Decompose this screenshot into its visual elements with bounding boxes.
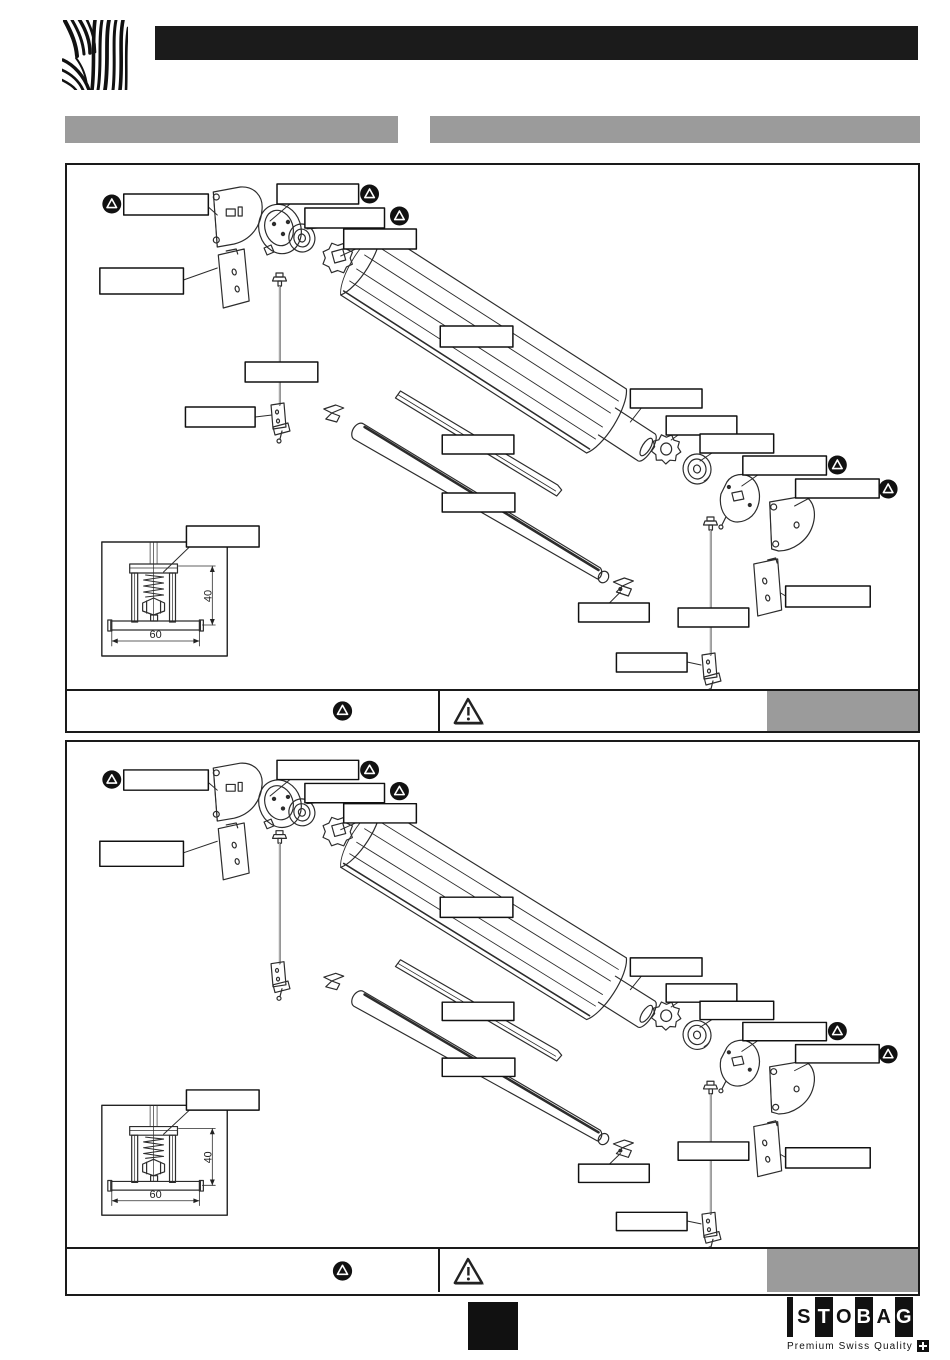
callout-box	[344, 804, 417, 823]
mounting-detail-inset	[102, 1105, 227, 1215]
zebra-logo	[62, 20, 128, 90]
callout-box	[678, 1142, 749, 1160]
footer-gray-box	[767, 691, 918, 731]
stobag-logo	[787, 1297, 920, 1352]
inset-height-dim: 40	[202, 589, 215, 603]
brand-tagline	[787, 1340, 920, 1352]
callout-box	[245, 362, 318, 382]
mounting-detail-inset	[102, 542, 227, 656]
callout-box	[666, 984, 737, 1002]
callout-box	[786, 1148, 871, 1168]
callout-box	[743, 456, 827, 475]
brand-letter: A	[875, 1297, 894, 1337]
section-bar-left	[65, 116, 398, 143]
footer-divider	[438, 691, 440, 731]
callout-box	[344, 229, 417, 249]
footer-gray-box	[767, 1249, 918, 1292]
callout-box	[185, 407, 255, 427]
callout-box	[442, 1002, 514, 1020]
callout-box	[616, 1212, 687, 1230]
warning-triangle-icon	[451, 1256, 485, 1286]
callout-box	[700, 1001, 774, 1019]
callout-box	[678, 608, 749, 627]
brand-letter: G	[895, 1297, 914, 1337]
callout-box	[124, 770, 209, 790]
triangle-circle-icon	[332, 1260, 353, 1281]
callout-box	[700, 434, 774, 453]
triangle-circle-icon	[332, 701, 353, 722]
callout-box	[743, 1022, 827, 1040]
callout-box	[666, 416, 737, 435]
stobag-letters	[787, 1297, 920, 1337]
callout-box	[796, 1045, 880, 1063]
swiss-cross-icon	[917, 1340, 929, 1352]
callout-box	[442, 1058, 515, 1076]
brand-letter: B	[855, 1297, 874, 1337]
section-bar-right	[430, 116, 920, 143]
diagram-panel-bottom	[65, 740, 920, 1296]
warning-triangle-icon	[451, 696, 485, 726]
diagram-panel-top	[65, 163, 920, 733]
tagline-text: Premium Swiss Quality	[787, 1340, 913, 1352]
callout-box	[440, 326, 513, 347]
inset-height-dim: 40	[202, 1151, 215, 1164]
inset-width-dim: 60	[149, 1188, 162, 1201]
callout-box	[186, 526, 259, 547]
title-bar	[155, 26, 918, 60]
callout-box	[124, 194, 209, 215]
callout-box	[100, 841, 184, 866]
callout-box	[579, 1164, 650, 1182]
callout-box	[796, 479, 880, 498]
footer-divider	[438, 1249, 440, 1292]
callout-box	[442, 435, 514, 454]
callout-box	[786, 586, 871, 607]
callout-box	[616, 653, 687, 672]
callout-box	[579, 603, 650, 622]
brand-letter: T	[815, 1297, 834, 1337]
callout-box	[440, 897, 513, 917]
brand-letter: S	[795, 1297, 814, 1337]
exploded-view-diagram	[67, 165, 918, 689]
logo-bar	[787, 1297, 793, 1337]
callout-box	[186, 1090, 259, 1110]
page-number-box	[468, 1302, 518, 1350]
panel-footer	[67, 689, 918, 731]
inset-width-dim: 60	[149, 628, 162, 642]
panel-footer	[67, 1247, 918, 1292]
exploded-view-diagram	[67, 742, 918, 1247]
callout-box	[305, 208, 385, 228]
callout-box	[442, 493, 515, 512]
callout-box	[100, 268, 184, 294]
callout-box	[277, 184, 359, 204]
brand-letter: O	[835, 1297, 854, 1337]
callout-box	[277, 760, 359, 779]
callout-box	[630, 958, 702, 976]
callout-box	[630, 389, 702, 408]
callout-box	[305, 783, 385, 802]
